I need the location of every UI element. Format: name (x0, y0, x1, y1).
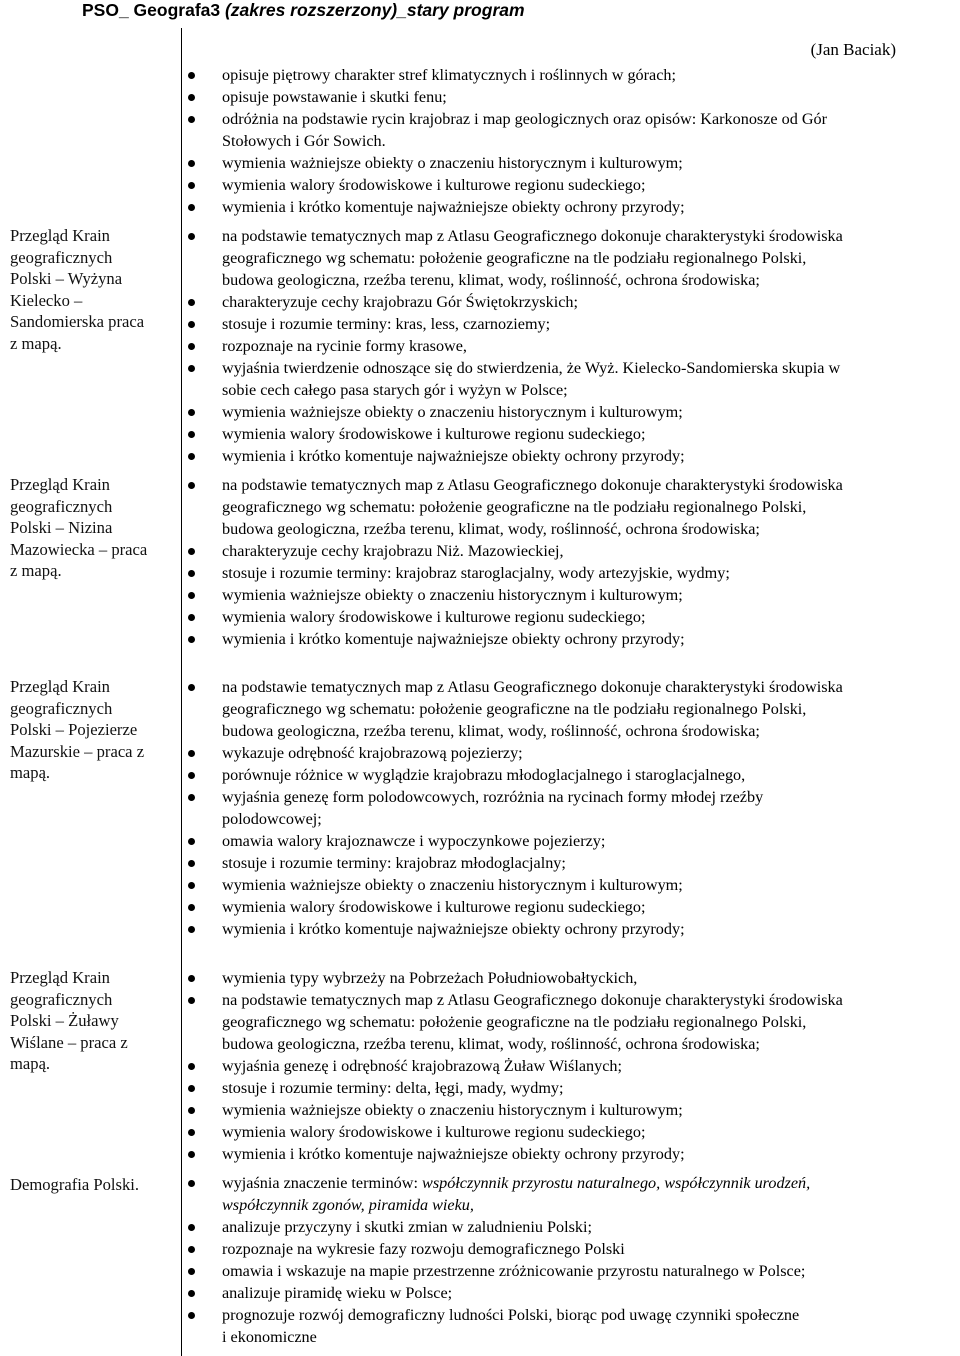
requirement-item (188, 474, 948, 540)
requirement-text: i ekonomiczne (222, 1328, 317, 1346)
requirement-item (188, 562, 948, 584)
topic-line: Polski – Nizina (10, 518, 113, 537)
requirement-item (188, 423, 948, 445)
requirement-item (188, 357, 948, 401)
requirement-text: wymienia i krótko komentuje najważniejsze obiekty ochrony przyrody; (222, 1145, 685, 1163)
requirement-item (188, 786, 948, 830)
requirement-text: budowa geologiczna, rzeźba terenu, klimat, wody, roślinność, ochrona środowiska; (222, 520, 760, 538)
requirement-text: rozpoznaje na wykresie fazy rozwoju demograficznego Polski (222, 1240, 625, 1258)
requirement-text: na podstawie tematycznych map z Atlasu Geograficznego dokonuje charakterystyki środowiska (222, 227, 843, 245)
topic-label (10, 474, 170, 582)
requirement-item (188, 628, 948, 650)
requirement-text: wymienia ważniejsze obiekty o znaczeniu historycznym i kulturowym; (222, 586, 683, 604)
topic-line: Polski – Pojezierze (10, 720, 138, 739)
requirement-item (188, 1304, 948, 1348)
requirement-text: analizuje piramidę wieku w Polsce; (222, 1284, 453, 1302)
requirement-item (188, 1055, 948, 1077)
requirement-item (188, 584, 948, 606)
requirement-text: budowa geologiczna, rzeźba terenu, klimat, wody, roślinność, ochrona środowiska; (222, 1035, 760, 1053)
topic-line: Przegląd Krain (10, 226, 110, 245)
requirements-list (188, 967, 948, 1165)
requirement-text: na podstawie tematycznych map z Atlasu Geograficznego dokonuje charakterystyki środowiska (222, 991, 843, 1009)
requirement-item (188, 540, 948, 562)
topic-line: geograficznych (10, 247, 113, 267)
requirement-item (188, 1077, 948, 1099)
requirement-item (188, 196, 948, 218)
topic-line: Demografia Polski. (10, 1175, 140, 1194)
requirement-text: współczynnik zgonów, piramida wieku, (222, 1196, 474, 1214)
requirement-item (188, 967, 948, 989)
requirement-text: odróżnia na podstawie rycin krajobraz i map geologicznych oraz opisów: Karkonosze od Gór (222, 110, 828, 128)
requirement-item (188, 1121, 948, 1143)
requirement-text: wymienia ważniejsze obiekty o znaczeniu historycznym i kulturowym; (222, 154, 683, 172)
requirement-text: Stołowych i Gór Sowich. (222, 132, 386, 150)
requirement-text: polodowcowej; (222, 810, 322, 828)
requirement-text: wyjaśnia genezę form polodowcowych, rozróżnia na rycinach formy młodej rzeźby (222, 788, 764, 806)
requirement-item (188, 896, 948, 918)
topic-line: geograficznych (10, 989, 113, 1009)
requirement-text: wymienia i krótko komentuje najważniejsze obiekty ochrony przyrody; (222, 447, 685, 465)
topic-line: Wiślane – praca z (10, 1032, 128, 1052)
requirement-item (188, 1172, 948, 1216)
requirement-item (188, 1260, 948, 1282)
requirement-text: geograficznego wg schematu: położenie geograficzne na tle podziału regionalnego Polski, (222, 700, 807, 718)
requirement-item (188, 852, 948, 874)
requirement-text: wyjaśnia znaczenie terminów: współczynnik przyrostu naturalnego, współczynnik urodzeń, (222, 1174, 811, 1192)
requirements-list (188, 64, 948, 218)
requirements-list (188, 474, 948, 650)
requirement-text: porównuje różnice w wyglądzie krajobrazu młodoglacjalnego i staroglacjalnego, (222, 766, 746, 784)
requirement-text: rozpoznaje na rycinie formy krasowe, (222, 337, 467, 355)
requirement-item (188, 313, 948, 335)
requirement-text: stosuje i rozumie terminy: delta, łęgi, mady, wydmy; (222, 1079, 564, 1097)
requirement-text: geograficznego wg schematu: położenie geograficzne na tle podziału regionalnego Polski, (222, 1013, 807, 1031)
header-title-suffix: (zakres rozszerzony)_stary program (224, 0, 525, 20)
requirement-item (188, 445, 948, 467)
requirement-text: wymienia ważniejsze obiekty o znaczeniu historycznym i kulturowym; (222, 876, 683, 894)
topic-line: Polski – Wyżyna (10, 269, 123, 288)
topic-line: Kielecko – (10, 290, 83, 310)
requirement-item (188, 742, 948, 764)
requirement-text: sobie cech całego pasa starych gór i wyżyn w Polsce; (222, 381, 568, 399)
requirement-text: wymienia walory środowiskowe i kulturowe regionu sudeckiego; (222, 898, 646, 916)
requirement-text: budowa geologiczna, rzeźba terenu, klimat, wody, roślinność, ochrona środowiska; (222, 722, 760, 740)
requirement-text: wyjaśnia genezę i odrębność krajobrazową Żuław Wiślanych; (222, 1057, 622, 1075)
requirement-text: geograficznego wg schematu: położenie geograficzne na tle podziału regionalnego Polski, (222, 249, 807, 267)
requirement-text: wymienia walory środowiskowe i kulturowe regionu sudeckiego; (222, 425, 646, 443)
requirements-section (188, 676, 948, 940)
topic-label (10, 967, 170, 1075)
requirements-section (188, 967, 948, 1165)
topic-line: Przegląd Krain (10, 968, 110, 987)
topic-line: mapą. (10, 1054, 51, 1073)
requirements-section (188, 64, 948, 218)
author-name: (Jan Baciak) (810, 40, 896, 59)
requirement-text: wymienia typy wybrzeży na Pobrzeżach Południowobałtyckich, (222, 969, 638, 987)
requirement-text: opisuje piętrowy charakter stref klimatycznych i roślinnych w górach; (222, 66, 677, 84)
requirement-text: stosuje i rozumie terminy: krajobraz staroglacjalny, wody artezyjskie, wydmy; (222, 564, 730, 582)
topic-line: Mazurskie – praca z (10, 741, 145, 761)
requirements-list (188, 676, 948, 940)
topic-label (10, 225, 170, 354)
requirement-item (188, 764, 948, 786)
requirement-text: wyjaśnia twierdzenie odnoszące się do stwierdzenia, że Wyż. Kielecko-Sandomierska skupia w (222, 359, 841, 377)
requirement-text: charakteryzuje cechy krajobrazu Gór Świętokrzyskich; (222, 293, 578, 311)
topic-line: mapą. (10, 763, 51, 782)
requirement-text: analizuje przyczyny i skutki zmian w zaludnieniu Polski; (222, 1218, 592, 1236)
requirement-item (188, 108, 948, 152)
requirement-item (188, 1238, 948, 1260)
topic-line: Sandomierska praca (10, 312, 145, 331)
requirement-item (188, 174, 948, 196)
requirement-text: wymienia ważniejsze obiekty o znaczeniu historycznym i kulturowym; (222, 403, 683, 421)
requirement-text: wymienia walory środowiskowe i kulturowe regionu sudeckiego; (222, 1123, 646, 1141)
requirement-item (188, 1099, 948, 1121)
requirement-text: budowa geologiczna, rzeźba terenu, klimat, wody, roślinność, ochrona środowiska; (222, 271, 760, 289)
requirements-list (188, 225, 948, 467)
requirement-text: wymienia walory środowiskowe i kulturowe regionu sudeckiego; (222, 608, 646, 626)
requirement-item (188, 918, 948, 940)
requirement-text: wymienia i krótko komentuje najważniejsze obiekty ochrony przyrody; (222, 198, 685, 216)
requirements-section (188, 474, 948, 650)
requirement-item (188, 1143, 948, 1165)
requirement-text: omawia i wskazuje na mapie przestrzenne zróżnicowanie przyrostu naturalnego w Polsce; (222, 1262, 806, 1280)
document-header (82, 0, 525, 20)
topic-line: z mapą. (10, 333, 62, 353)
topic-line: Przegląd Krain (10, 677, 110, 696)
requirement-text: charakteryzuje cechy krajobrazu Niż. Mazowieckiej, (222, 542, 564, 560)
topic-label (10, 676, 170, 784)
requirement-item (188, 874, 948, 896)
requirement-item (188, 401, 948, 423)
requirement-item (188, 225, 948, 291)
requirement-item (188, 606, 948, 628)
requirement-item (188, 86, 948, 108)
requirement-item (188, 830, 948, 852)
requirement-text: wymienia ważniejsze obiekty o znaczeniu historycznym i kulturowym; (222, 1101, 683, 1119)
requirement-item (188, 291, 948, 313)
requirement-item (188, 335, 948, 357)
topic-label (10, 1174, 170, 1196)
requirement-text: prognozuje rozwój demograficzny ludności Polski, biorąc pod uwagę czynniki społeczne (222, 1306, 800, 1324)
topic-line: geograficznych (10, 698, 113, 718)
requirement-item (188, 676, 948, 742)
requirement-text: wykazuje odrębność krajobrazową pojezierzy; (222, 744, 523, 762)
requirement-item (188, 152, 948, 174)
column-divider (181, 28, 182, 1356)
topic-line: Polski – Żuławy (10, 1011, 119, 1030)
topic-line: Mazowiecka – praca (10, 539, 148, 559)
requirements-list (188, 1172, 948, 1348)
requirement-item (188, 989, 948, 1055)
requirement-text: na podstawie tematycznych map z Atlasu Geograficznego dokonuje charakterystyki środowiska (222, 476, 843, 494)
requirements-section (188, 225, 948, 467)
requirements-section (188, 1172, 948, 1348)
requirement-text: opisuje powstawanie i skutki fenu; (222, 88, 447, 106)
requirement-text: na podstawie tematycznych map z Atlasu Geograficznego dokonuje charakterystyki środowiska (222, 678, 843, 696)
requirement-item (188, 64, 948, 86)
requirement-item (188, 1216, 948, 1238)
requirement-text: stosuje i rozumie terminy: krajobraz młodoglacjalny; (222, 854, 566, 872)
requirement-text: wymienia i krótko komentuje najważniejsze obiekty ochrony przyrody; (222, 630, 685, 648)
requirement-item (188, 1282, 948, 1304)
requirement-text: wymienia i krótko komentuje najważniejsze obiekty ochrony przyrody; (222, 920, 685, 938)
topic-line: geograficznych (10, 496, 113, 516)
requirement-text: geograficznego wg schematu: położenie geograficzne na tle podziału regionalnego Polski, (222, 498, 807, 516)
requirement-text: stosuje i rozumie terminy: kras, less, czarnoziemy; (222, 315, 551, 333)
requirement-text: wymienia walory środowiskowe i kulturowe regionu sudeckiego; (222, 176, 646, 194)
topic-line: Przegląd Krain (10, 475, 110, 494)
topic-line: z mapą. (10, 561, 62, 580)
header-title-prefix: PSO_ Geografa3 (82, 0, 225, 20)
requirement-text: omawia walory krajoznawcze i wypoczynkowe pojezierzy; (222, 832, 606, 850)
